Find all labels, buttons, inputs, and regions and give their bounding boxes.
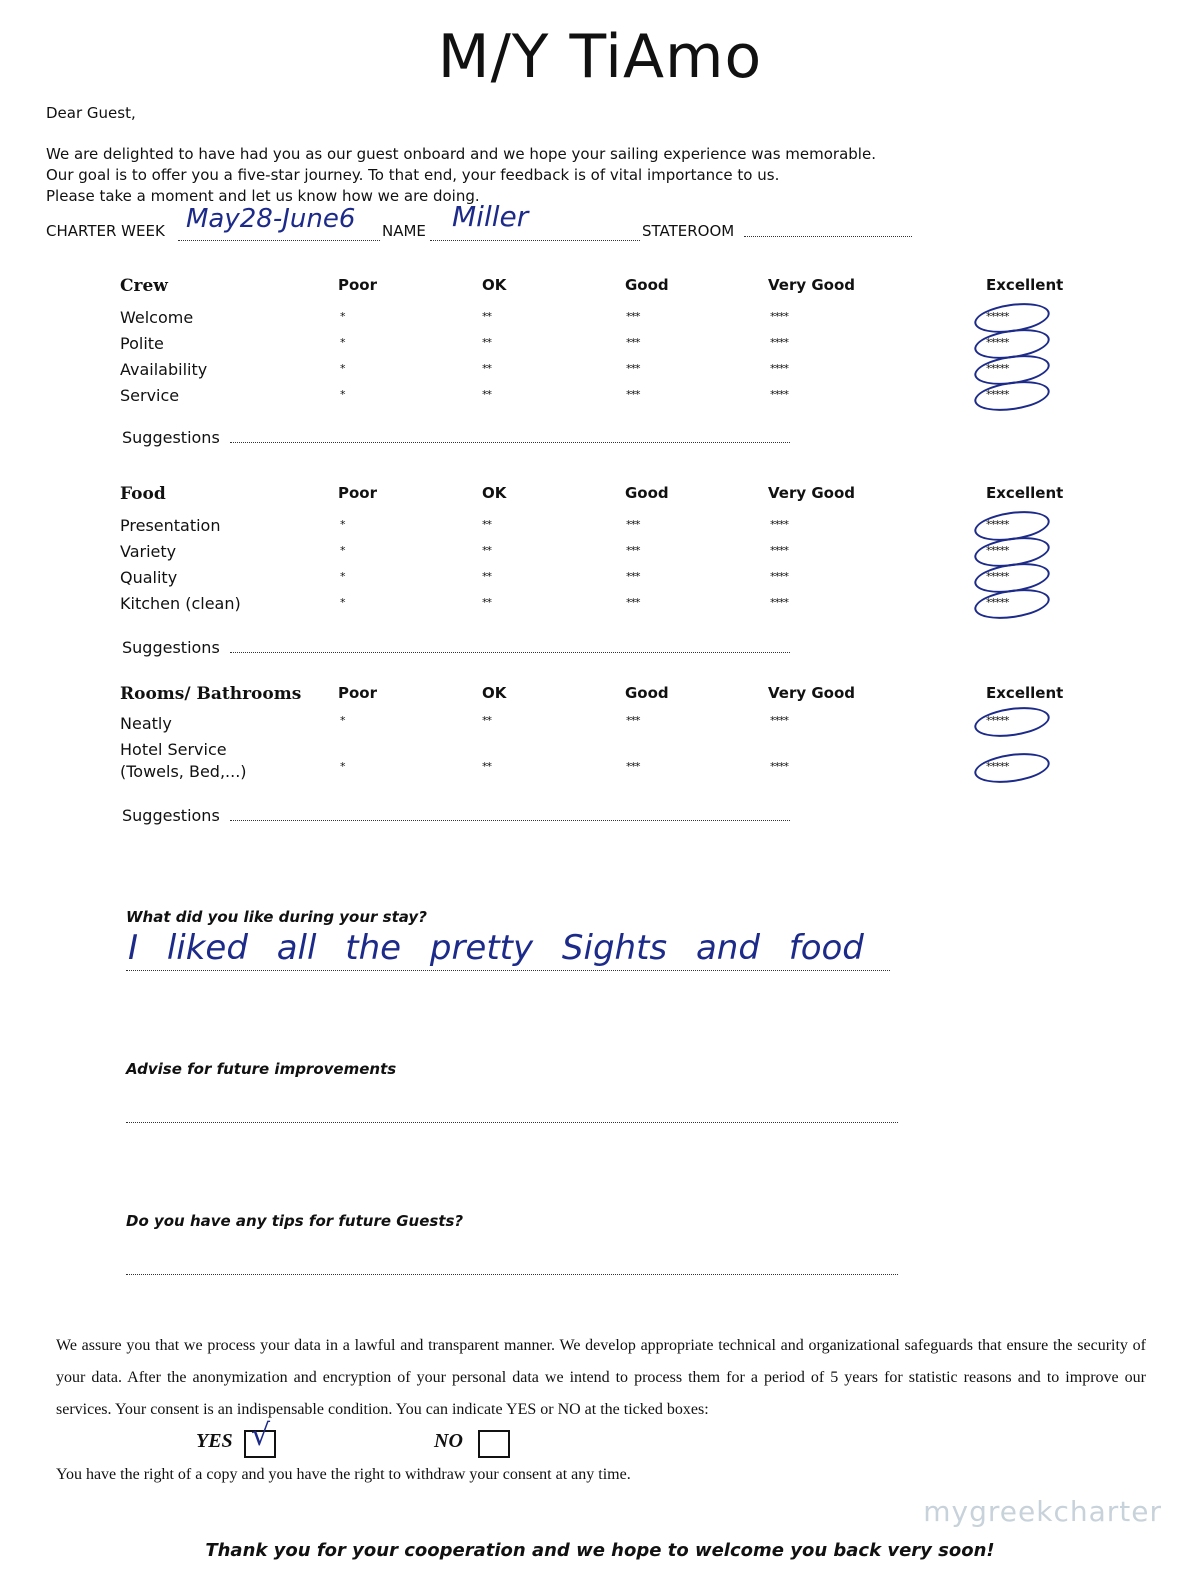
no-checkbox[interactable] [478,1430,510,1458]
intro-text [46,144,876,207]
rating-option[interactable]: *** [626,310,640,323]
rating-row-label: Presentation [120,516,221,535]
rating-option[interactable]: **** [770,596,788,609]
selected-rating-circle [972,703,1051,741]
rating-option[interactable]: ** [482,596,491,609]
column-header: Excellent [986,684,1064,702]
rating-option[interactable]: ***** [986,596,1009,609]
rating-row-label: Variety [120,542,177,561]
column-header: Poor [338,684,378,702]
intro-line: Please take a moment and let us know how we are doing. [46,187,480,205]
intro-line: Our goal is to offer you a five-star journey. To that end, your feedback is of vital importance to us. [46,166,780,184]
rating-option[interactable]: * [340,388,345,401]
rating-option[interactable]: ** [482,310,491,323]
rating-option[interactable]: *** [626,760,640,773]
stateroom-label: STATEROOM [642,222,735,240]
greeting: Dear Guest, [46,104,136,122]
section-title-rooms: Rooms/ Bathrooms [120,684,302,704]
rating-row-label: Hotel Service [120,740,227,759]
rating-row-label: Availability [120,360,208,379]
rating-option[interactable]: *** [626,518,640,531]
rating-option[interactable]: ** [482,336,491,349]
rating-option[interactable]: **** [770,362,788,375]
rating-option[interactable]: ***** [986,544,1009,557]
liked-question: What did you like during your stay? [126,908,427,926]
form-title: M/Y TiAmo [437,22,763,92]
no-label: NO [434,1430,463,1452]
rating-option[interactable]: ** [482,570,491,583]
rating-option[interactable]: ** [482,544,491,557]
rating-option[interactable]: ***** [986,388,1009,401]
rating-option[interactable]: **** [770,570,788,583]
section-title-food: Food [120,484,166,504]
column-header: Very Good [768,684,856,702]
rating-option[interactable]: ** [482,714,491,727]
column-header: Excellent [986,276,1064,294]
rating-option[interactable]: **** [770,336,788,349]
suggestions-line[interactable] [230,820,790,821]
name-label: NAME [382,222,426,240]
watermark-logo: mygreekcharter [923,1495,1162,1528]
rating-option[interactable]: ***** [986,310,1009,323]
intro-line: We are delighted to have had you as our guest onboard and we hope your sailing experience was memorable. [46,145,876,163]
rating-option[interactable]: * [340,570,345,583]
rating-option[interactable]: * [340,714,345,727]
rating-option[interactable]: * [340,518,345,531]
rating-option[interactable]: * [340,544,345,557]
liked-line [126,970,890,971]
rating-option[interactable]: * [340,596,345,609]
rating-row-label: Kitchen (clean) [120,594,241,613]
rating-option[interactable]: *** [626,362,640,375]
rating-option[interactable]: *** [626,570,640,583]
rating-row-label: Service [120,386,180,405]
suggestions-label: Suggestions [122,428,220,447]
rating-option[interactable]: **** [770,714,788,727]
thank-you-footer: Thank you for your cooperation and we hope to welcome you back very soon! [205,1540,995,1561]
rating-option[interactable]: **** [770,388,788,401]
liked-answer[interactable]: I liked all the pretty Sights and food [128,928,864,968]
rating-option[interactable]: ***** [986,714,1009,727]
rating-row-label: Welcome [120,308,194,327]
suggestions-line[interactable] [230,442,790,443]
rating-option[interactable]: ** [482,362,491,375]
advise-line[interactable] [126,1122,898,1123]
rating-option[interactable]: *** [626,714,640,727]
charter-week-label: CHARTER WEEK [46,222,165,240]
charter-week-line [178,240,380,241]
column-header: OK [482,684,507,702]
rating-option[interactable]: *** [626,336,640,349]
rating-option[interactable]: ** [482,518,491,531]
rating-option[interactable]: *** [626,388,640,401]
stateroom-line[interactable] [744,236,912,237]
rating-option[interactable]: * [340,362,345,375]
tips-question: Do you have any tips for future Guests? [126,1212,464,1230]
yes-checkbox[interactable] [244,1418,276,1458]
tips-line[interactable] [126,1274,898,1275]
suggestions-label: Suggestions [122,638,220,657]
column-header: Good [625,276,669,294]
column-header: Poor [338,484,378,502]
advise-question: Advise for future improvements [126,1060,397,1078]
column-header: OK [482,276,507,294]
column-header: Good [625,484,669,502]
yes-label: YES [196,1430,233,1452]
rating-row-label: Polite [120,334,164,353]
rating-option[interactable]: ***** [986,362,1009,375]
rating-option[interactable]: **** [770,544,788,557]
rating-option[interactable]: ** [482,760,491,773]
rating-option[interactable]: *** [626,544,640,557]
rating-option[interactable]: ***** [986,760,1009,773]
rating-option[interactable]: ***** [986,518,1009,531]
name-line [430,240,640,241]
column-header: Very Good [768,276,856,294]
rating-option[interactable]: ***** [986,570,1009,583]
rating-option[interactable]: * [340,336,345,349]
column-header: Poor [338,276,378,294]
rating-option[interactable]: * [340,760,345,773]
selected-rating-circle [972,749,1051,787]
column-header: Good [625,684,669,702]
rights-text: You have the right of a copy and you have the right to withdraw your consent at any time. [56,1466,631,1483]
rating-row-label: Neatly [120,714,172,733]
rating-option[interactable]: **** [770,310,788,323]
check-mark-icon: √ [251,1418,271,1453]
suggestions-line[interactable] [230,652,790,653]
rating-option[interactable]: **** [770,518,788,531]
suggestions-label: Suggestions [122,806,220,825]
column-header: OK [482,484,507,502]
column-header: Excellent [986,484,1064,502]
rating-row-label: (Towels, Bed,...) [120,762,247,781]
name-value[interactable]: Miller [452,200,529,233]
section-title-crew: Crew [120,276,168,296]
rating-option[interactable]: ***** [986,336,1009,349]
rating-option[interactable]: ** [482,388,491,401]
rating-option[interactable]: * [340,310,345,323]
rating-option[interactable]: *** [626,596,640,609]
charter-week-value[interactable]: May28-June6 [186,204,356,234]
privacy-text: We assure you that we process your data in a lawful and transparent manner. We develop appropriate technical and organizational safeguards that ensure the security of your data. After the anonymization and encryption of your personal data we intend to process them for a period of 5 years for statistic reasons and to improve our services. Your consent is an indispensable condition. You can indicate YES or NO at the ticked boxes: [56,1337,1146,1418]
rating-option[interactable]: **** [770,760,788,773]
rating-row-label: Quality [120,568,178,587]
column-header: Very Good [768,484,856,502]
